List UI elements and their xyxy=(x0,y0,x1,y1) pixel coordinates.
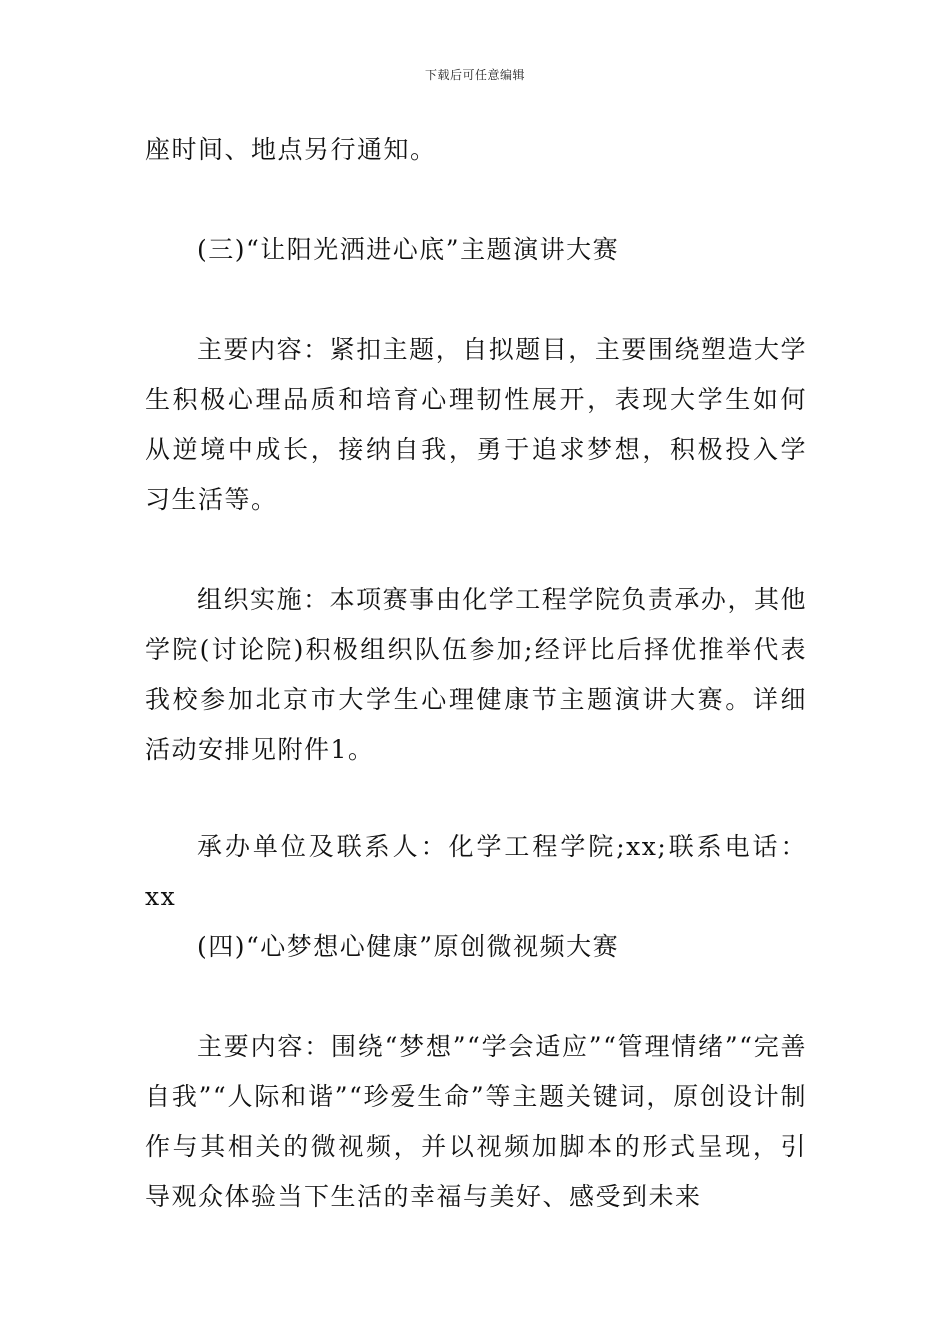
paragraph-contact: 承办单位及联系人：化学工程学院;xx;联系电话：xx xyxy=(145,832,807,911)
page-header: 下载后可任意编辑 xyxy=(424,68,525,82)
main-content-4-block xyxy=(145,1022,807,1222)
section-heading-3-block xyxy=(145,225,807,275)
document-body xyxy=(145,125,807,175)
section-heading-4: (四)“心梦想心健康”原创微视频大赛 xyxy=(197,932,620,961)
organization-block xyxy=(145,575,807,775)
paragraph-main-content-3: 主要内容：紧扣主题，自拟题目，主要围绕塑造大学生积极心理品质和培育心理韧性展开，表现大学生如何从逆境中成长，接纳自我，勇于追求梦想，积极投入学习生活等。 xyxy=(145,335,807,514)
main-content-3-block xyxy=(145,325,807,525)
contact-block xyxy=(145,822,807,922)
section-heading-3: (三)“让阳光洒进心底”主题演讲大赛 xyxy=(197,235,620,264)
paragraph-organization: 组织实施：本项赛事由化学工程学院负责承办，其他学院(讨论院)积极组织队伍参加;经评比后择优推举代表我校参加北京市大学生心理健康节主题演讲大赛。详细活动安排见附件1。 xyxy=(145,585,807,764)
section-heading-4-block xyxy=(145,922,807,972)
paragraph-main-content-4: 主要内容：围绕“梦想”“学会适应”“管理情绪”“完善自我”“人际和谐”“珍爱生命”等主题关键词，原创设计制作与其相关的微视频，并以视频加脚本的形式呈现，引导观众体验当下生活的幸福与美好、感受到未来 xyxy=(145,1032,807,1211)
paragraph-continuation: 座时间、地点另行通知。 xyxy=(145,135,437,164)
